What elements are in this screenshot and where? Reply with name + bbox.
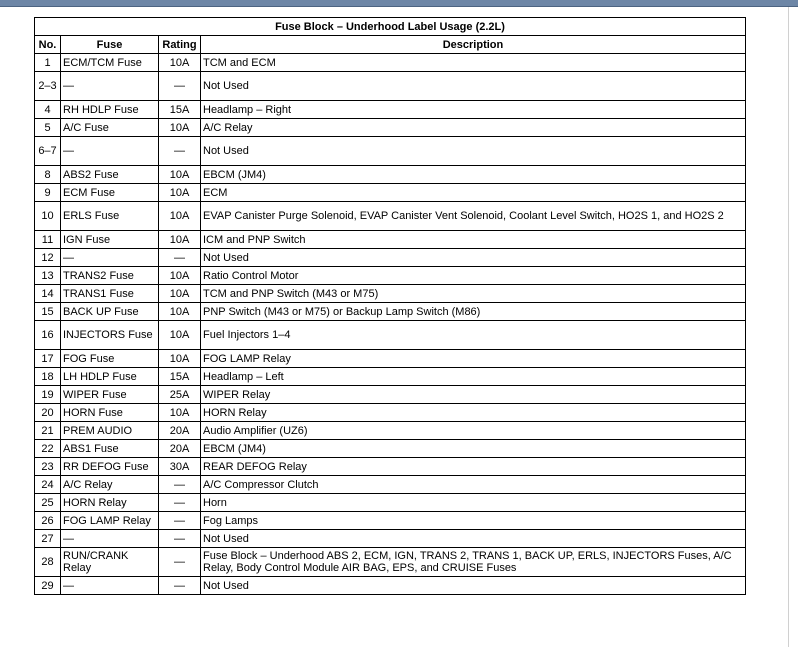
table-row bbox=[35, 101, 746, 119]
cell-fuse: ECM/TCM Fuse bbox=[61, 54, 159, 72]
table-row bbox=[35, 404, 746, 422]
cell-rating: 10A bbox=[159, 54, 201, 72]
cell-rating: 10A bbox=[159, 267, 201, 285]
cell-description: Headlamp – Right bbox=[201, 101, 746, 119]
table-row bbox=[35, 166, 746, 184]
cell-no: 15 bbox=[35, 303, 61, 321]
cell-fuse: FOG LAMP Relay bbox=[61, 512, 159, 530]
cell-no: 12 bbox=[35, 249, 61, 267]
table-row bbox=[35, 494, 746, 512]
cell-fuse: IGN Fuse bbox=[61, 231, 159, 249]
cell-rating: 10A bbox=[159, 350, 201, 368]
cell-no: 1 bbox=[35, 54, 61, 72]
cell-description: EBCM (JM4) bbox=[201, 166, 746, 184]
header-row bbox=[35, 36, 746, 54]
cell-no: 23 bbox=[35, 458, 61, 476]
cell-description: Not Used bbox=[201, 137, 746, 166]
cell-description: HORN Relay bbox=[201, 404, 746, 422]
cell-rating: 25A bbox=[159, 386, 201, 404]
cell-no: 14 bbox=[35, 285, 61, 303]
table-row bbox=[35, 231, 746, 249]
cell-no: 19 bbox=[35, 386, 61, 404]
cell-fuse: A/C Fuse bbox=[61, 119, 159, 137]
cell-rating: 15A bbox=[159, 101, 201, 119]
cell-rating: — bbox=[159, 530, 201, 548]
cell-fuse: ABS2 Fuse bbox=[61, 166, 159, 184]
cell-description: Not Used bbox=[201, 577, 746, 595]
cell-no: 16 bbox=[35, 321, 61, 350]
cell-rating: 20A bbox=[159, 440, 201, 458]
cell-fuse: — bbox=[61, 72, 159, 101]
cell-description: Not Used bbox=[201, 249, 746, 267]
cell-description: WIPER Relay bbox=[201, 386, 746, 404]
cell-fuse: WIPER Fuse bbox=[61, 386, 159, 404]
table-row bbox=[35, 458, 746, 476]
cell-description: Fog Lamps bbox=[201, 512, 746, 530]
cell-description: Fuse Block – Underhood ABS 2, ECM, IGN, TRANS 2, TRANS 1, BACK UP, ERLS, INJECTORS Fuses, A/C Relay, Body Control Module AIR BAG, EPS, and CRUISE Fuses bbox=[201, 548, 746, 577]
cell-fuse: — bbox=[61, 249, 159, 267]
table-row bbox=[35, 440, 746, 458]
table-title: Fuse Block – Underhood Label Usage (2.2L) bbox=[35, 18, 746, 36]
cell-fuse: — bbox=[61, 577, 159, 595]
column-header-description: Description bbox=[201, 36, 746, 54]
cell-no: 21 bbox=[35, 422, 61, 440]
cell-no: 4 bbox=[35, 101, 61, 119]
table-row bbox=[35, 530, 746, 548]
table-row bbox=[35, 386, 746, 404]
cell-no: 29 bbox=[35, 577, 61, 595]
cell-no: 2–3 bbox=[35, 72, 61, 101]
cell-rating: — bbox=[159, 548, 201, 577]
cell-no: 8 bbox=[35, 166, 61, 184]
cell-rating: 10A bbox=[159, 303, 201, 321]
table-row bbox=[35, 137, 746, 166]
cell-fuse: RR DEFOG Fuse bbox=[61, 458, 159, 476]
cell-description: Not Used bbox=[201, 72, 746, 101]
cell-rating: 10A bbox=[159, 184, 201, 202]
cell-no: 13 bbox=[35, 267, 61, 285]
cell-fuse: RH HDLP Fuse bbox=[61, 101, 159, 119]
table-row bbox=[35, 202, 746, 231]
cell-no: 26 bbox=[35, 512, 61, 530]
cell-fuse: FOG Fuse bbox=[61, 350, 159, 368]
cell-fuse: — bbox=[61, 530, 159, 548]
column-header-fuse: Fuse bbox=[61, 36, 159, 54]
cell-fuse: TRANS1 Fuse bbox=[61, 285, 159, 303]
cell-fuse: BACK UP Fuse bbox=[61, 303, 159, 321]
table-row bbox=[35, 249, 746, 267]
cell-rating: — bbox=[159, 249, 201, 267]
table-row bbox=[35, 512, 746, 530]
cell-description: FOG LAMP Relay bbox=[201, 350, 746, 368]
cell-description: EBCM (JM4) bbox=[201, 440, 746, 458]
table-row bbox=[35, 368, 746, 386]
cell-fuse: — bbox=[61, 137, 159, 166]
cell-no: 28 bbox=[35, 548, 61, 577]
cell-description: EVAP Canister Purge Solenoid, EVAP Canister Vent Solenoid, Coolant Level Switch, HO2S 1, and HO2S 2 bbox=[201, 202, 746, 231]
table-row bbox=[35, 422, 746, 440]
cell-rating: — bbox=[159, 137, 201, 166]
table-row bbox=[35, 350, 746, 368]
cell-description: Horn bbox=[201, 494, 746, 512]
cell-description: TCM and ECM bbox=[201, 54, 746, 72]
table-body bbox=[35, 54, 746, 595]
table-row bbox=[35, 303, 746, 321]
table-row bbox=[35, 54, 746, 72]
cell-rating: — bbox=[159, 476, 201, 494]
cell-description: TCM and PNP Switch (M43 or M75) bbox=[201, 285, 746, 303]
cell-no: 9 bbox=[35, 184, 61, 202]
table-row bbox=[35, 119, 746, 137]
table-row bbox=[35, 577, 746, 595]
table-row bbox=[35, 72, 746, 101]
page-edge-rule bbox=[788, 7, 789, 647]
cell-rating: 20A bbox=[159, 422, 201, 440]
cell-rating: 10A bbox=[159, 119, 201, 137]
cell-fuse: TRANS2 Fuse bbox=[61, 267, 159, 285]
cell-no: 18 bbox=[35, 368, 61, 386]
cell-fuse: A/C Relay bbox=[61, 476, 159, 494]
cell-rating: 30A bbox=[159, 458, 201, 476]
cell-description: A/C Relay bbox=[201, 119, 746, 137]
cell-fuse: ERLS Fuse bbox=[61, 202, 159, 231]
cell-rating: 10A bbox=[159, 285, 201, 303]
cell-fuse: ECM Fuse bbox=[61, 184, 159, 202]
cell-description: Not Used bbox=[201, 530, 746, 548]
cell-no: 20 bbox=[35, 404, 61, 422]
cell-description: Headlamp – Left bbox=[201, 368, 746, 386]
cell-rating: — bbox=[159, 494, 201, 512]
table-row bbox=[35, 285, 746, 303]
cell-rating: 10A bbox=[159, 166, 201, 184]
cell-no: 10 bbox=[35, 202, 61, 231]
cell-no: 22 bbox=[35, 440, 61, 458]
cell-fuse: HORN Fuse bbox=[61, 404, 159, 422]
cell-fuse: INJECTORS Fuse bbox=[61, 321, 159, 350]
fuse-table bbox=[34, 17, 746, 595]
cell-no: 27 bbox=[35, 530, 61, 548]
cell-description: ECM bbox=[201, 184, 746, 202]
window-top-bar bbox=[0, 0, 798, 7]
cell-description: Fuel Injectors 1–4 bbox=[201, 321, 746, 350]
table-row bbox=[35, 548, 746, 577]
cell-no: 11 bbox=[35, 231, 61, 249]
cell-rating: 10A bbox=[159, 321, 201, 350]
cell-rating: 10A bbox=[159, 404, 201, 422]
table-row bbox=[35, 321, 746, 350]
cell-fuse: LH HDLP Fuse bbox=[61, 368, 159, 386]
column-header-no: No. bbox=[35, 36, 61, 54]
cell-rating: — bbox=[159, 512, 201, 530]
cell-no: 6–7 bbox=[35, 137, 61, 166]
cell-rating: — bbox=[159, 577, 201, 595]
cell-no: 24 bbox=[35, 476, 61, 494]
cell-rating: 10A bbox=[159, 202, 201, 231]
table-row bbox=[35, 476, 746, 494]
cell-fuse: HORN Relay bbox=[61, 494, 159, 512]
cell-no: 5 bbox=[35, 119, 61, 137]
cell-description: PNP Switch (M43 or M75) or Backup Lamp Switch (M86) bbox=[201, 303, 746, 321]
cell-fuse: ABS1 Fuse bbox=[61, 440, 159, 458]
cell-rating: 15A bbox=[159, 368, 201, 386]
cell-no: 17 bbox=[35, 350, 61, 368]
cell-no: 25 bbox=[35, 494, 61, 512]
cell-rating: — bbox=[159, 72, 201, 101]
column-header-rating: Rating bbox=[159, 36, 201, 54]
cell-description: Audio Amplifier (UZ6) bbox=[201, 422, 746, 440]
table-row bbox=[35, 267, 746, 285]
cell-description: Ratio Control Motor bbox=[201, 267, 746, 285]
cell-description: A/C Compressor Clutch bbox=[201, 476, 746, 494]
table-row bbox=[35, 184, 746, 202]
cell-description: ICM and PNP Switch bbox=[201, 231, 746, 249]
cell-description: REAR DEFOG Relay bbox=[201, 458, 746, 476]
cell-rating: 10A bbox=[159, 231, 201, 249]
cell-fuse: PREM AUDIO bbox=[61, 422, 159, 440]
cell-fuse: RUN/CRANK Relay bbox=[61, 548, 159, 577]
